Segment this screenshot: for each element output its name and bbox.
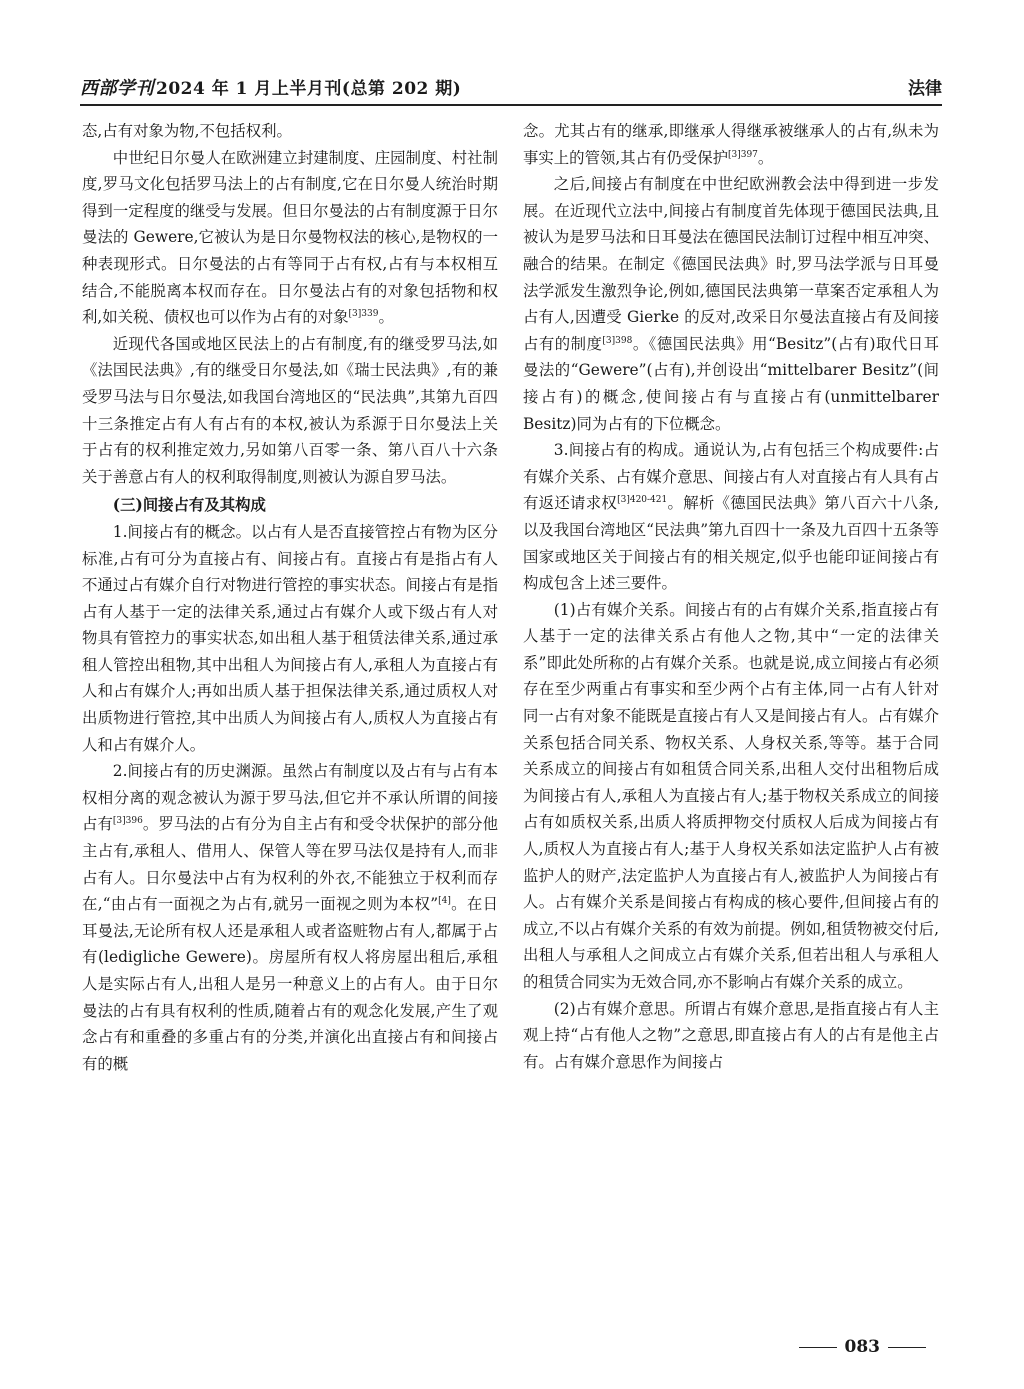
paragraph [82, 519, 498, 758]
page-footer [791, 1337, 935, 1357]
footer-dash-left [799, 1347, 837, 1348]
left-column [82, 118, 498, 1077]
paragraph-text: 。 [378, 308, 394, 327]
paragraph-text: 1.间接占有的概念。以占有人是否直接管控占有物为区分标准,占有可分为直接占有、间接占有。直接占有是指占有人不通过占有媒介自行对物进行管控的事实状态。间接占有是指占有人基于一定的法律关系,通过占有媒介人或下级占有人对物具有管控力的事实状态,如出租人基于租赁法律关系,通过承租人管控出租物,其中出租人为间接占有人,承租人为直接占有人和占有媒介人;再如出质人基于担保法律关系,通过质权人对出质物进行管控,其中出质人为间接占有人,质权人为直接占有人和占有媒介人。 [82, 522, 498, 754]
paragraph-text: 2.间接占有的历史渊源。虽然占有制度以及占有与占有本权相分离的观念被认为源于罗马法,但它并不承认所谓的间接占有 [82, 762, 498, 834]
paragraph-text: 中世纪日尔曼人在欧洲建立封建制度、庄园制度、村社制度,罗马文化包括罗马法上的占有制度,它在日尔曼人统治时期得到一定程度的继受与发展。但日尔曼法的占有制度源于日尔曼法的 Gewere,它被认为是日尔曼物权法的核心,是物权的一种表现形式。日尔曼法的占有等同于占有权,占有与本权相互结合,不能脱离本权而存在。日尔曼法占有的对象包括物和权利,如关税、债权也可以作为占有的对象 [82, 148, 498, 327]
paragraph [523, 597, 939, 996]
paragraph [523, 171, 939, 437]
paragraph-text: 念。尤其占有的继承,即继承人得继承被继承人的占有,纵未为事实上的管领,其占有仍受保护 [523, 122, 939, 167]
citation-ref: [3]420-421 [617, 495, 668, 506]
citation-ref: [4] [438, 896, 451, 907]
paragraph-text: 。在日耳曼法,无论所有权人还是承租人或者盗赃物占有人,都属于占有(ledigliche Gewere)。房屋所有权人将房屋出租后,承租人是实际占有人,出租人是另一种意义上的占有人。由于日尔曼法的占有具有权利的性质,随着占有的观念化发展,产生了观念占有和重叠的多重占有的分类,并演化出直接占有和间接占有的概 [82, 895, 498, 1073]
citation-ref: [3]398 [602, 335, 633, 346]
citation-ref: [3]396 [112, 816, 143, 827]
paragraph-text: (2)占有媒介意思。所谓占有媒介意思,是指直接占有人主观上持“占有他人之物”之意思,即直接占有人的占有是他主占有。占有媒介意思作为间接占 [523, 999, 939, 1071]
paragraph-text: 。 [757, 148, 774, 167]
paragraph-text: (1)占有媒介关系。间接占有的占有媒介关系,指直接占有人基于一定的法律关系占有他人之物,其中“一定的法律关系”即此处所称的占有媒介关系。也就是说,成立间接占有必须存在至少两重占有事实和至少两个占有主体,同一占有人针对同一占有对象不能既是直接占有人又是间接占有人。占有媒介关系包括合同关系、物权关系、人身权关系,等等。基于合同关系成立的间接占有如租赁合同关系,出租人交付出租物后成为间接占有人,承租人为直接占有人;基于物权关系成立的间接占有如质权关系,出质人将质押物交付质权人后成为间接占有人,质权人为直接占有人;基于人身权关系如法定监护人占有被监护人的财产,法定监护人为直接占有人,被监护人为间接占有人。占有媒介关系是间接占有构成的核心要件,但间接占有的成立,不以占有媒介关系的有效为前提。例如,租赁物被交付后,出租人与承租人之间成立占有媒介关系,但若出租人与承租人的租赁合同实为无效合同,亦不影响占有媒介关系的成立。 [523, 600, 939, 991]
section-label: 法律 [908, 79, 942, 99]
paragraph-text: 。罗马法的占有分为自主占有和受令状保护的部分他主占有,承租人、借用人、保管人等在罗马法仅是持有人,而非占有人。日尔曼法中占有为权利的外衣,不能独立于权利而存在,“由占有一面视之为占有,就另一面视之则为本权” [82, 815, 498, 914]
paragraph-text: 近现代各国或地区民法上的占有制度,有的继受罗马法,如《法国民法典》,有的继受日尔曼法,如《瑞士民法典》,有的兼受罗马法与日尔曼法,如我国台湾地区的“民法典”,其第九百四十三条推定占有人有占有的本权,被认为系源于日尔曼法上关于占有的权利推定效力,另如第八百零一条、第八百八十六条关于善意占有人的权利取得制度,则被认为源自罗马法。 [82, 334, 498, 486]
paragraph [523, 996, 939, 1076]
right-column [523, 118, 939, 1075]
paragraph [82, 758, 498, 1077]
journal-info [80, 74, 461, 100]
journal-name: 西部学刊 [80, 78, 154, 99]
paragraph [523, 118, 939, 171]
paragraph [82, 118, 498, 145]
paragraph-text: 3.间接占有的构成。通说认为,占有包括三个构成要件:占有媒介关系、占有媒介意思、间接占有人对直接占有人具有占有返还请求权 [523, 441, 939, 513]
paragraph [82, 331, 498, 491]
paragraph-text: 之后,间接占有制度在中世纪欧洲教会法中得到进一步发展。在近现代立法中,间接占有制度首先体现于德国民法典,且被认为是罗马法和日耳曼法在德国民法制订过程中相互冲突、融合的结果。在制定《德国民法典》时,罗马法学派与日耳曼法学派发生激烈争论,例如,德国民法典第一草案否定承租人为占有人,因遭受 Gierke 的反对,改采日尔曼法直接占有及间接占有的制度 [523, 175, 939, 353]
section-heading [82, 492, 498, 519]
footer-dash-right [888, 1347, 926, 1348]
paragraph [82, 145, 498, 331]
paragraph-text: 态,占有对象为物,不包括权利。 [82, 122, 292, 140]
running-header [80, 70, 942, 106]
citation-ref: [3]397 [727, 149, 758, 160]
issue-info: 2024 年 1 月上半月刊(总第 202 期) [156, 79, 462, 99]
paragraph-text: 。《德国民法典》用“Besitz”(占有)取代日耳曼法的“Gewere”(占有),并创设出“mittelbarer Besitz”(间接占有)的概念,使间接占有与直接占有(unmittelbarer Besitz)同为占有的下位概念。 [523, 334, 939, 433]
paragraph-text: (三)间接占有及其构成 [112, 496, 266, 515]
page-number: 083 [844, 1337, 880, 1357]
citation-ref: [3]339 [348, 309, 379, 320]
paragraph [523, 437, 939, 597]
paragraph-text: 。解析《德国民法典》第八百六十八条,以及我国台湾地区“民法典”第九百四十一条及九百四十五条等国家或地区关于间接占有的相关规定,似乎也能印证间接占有构成包含上述三要件。 [523, 494, 939, 593]
